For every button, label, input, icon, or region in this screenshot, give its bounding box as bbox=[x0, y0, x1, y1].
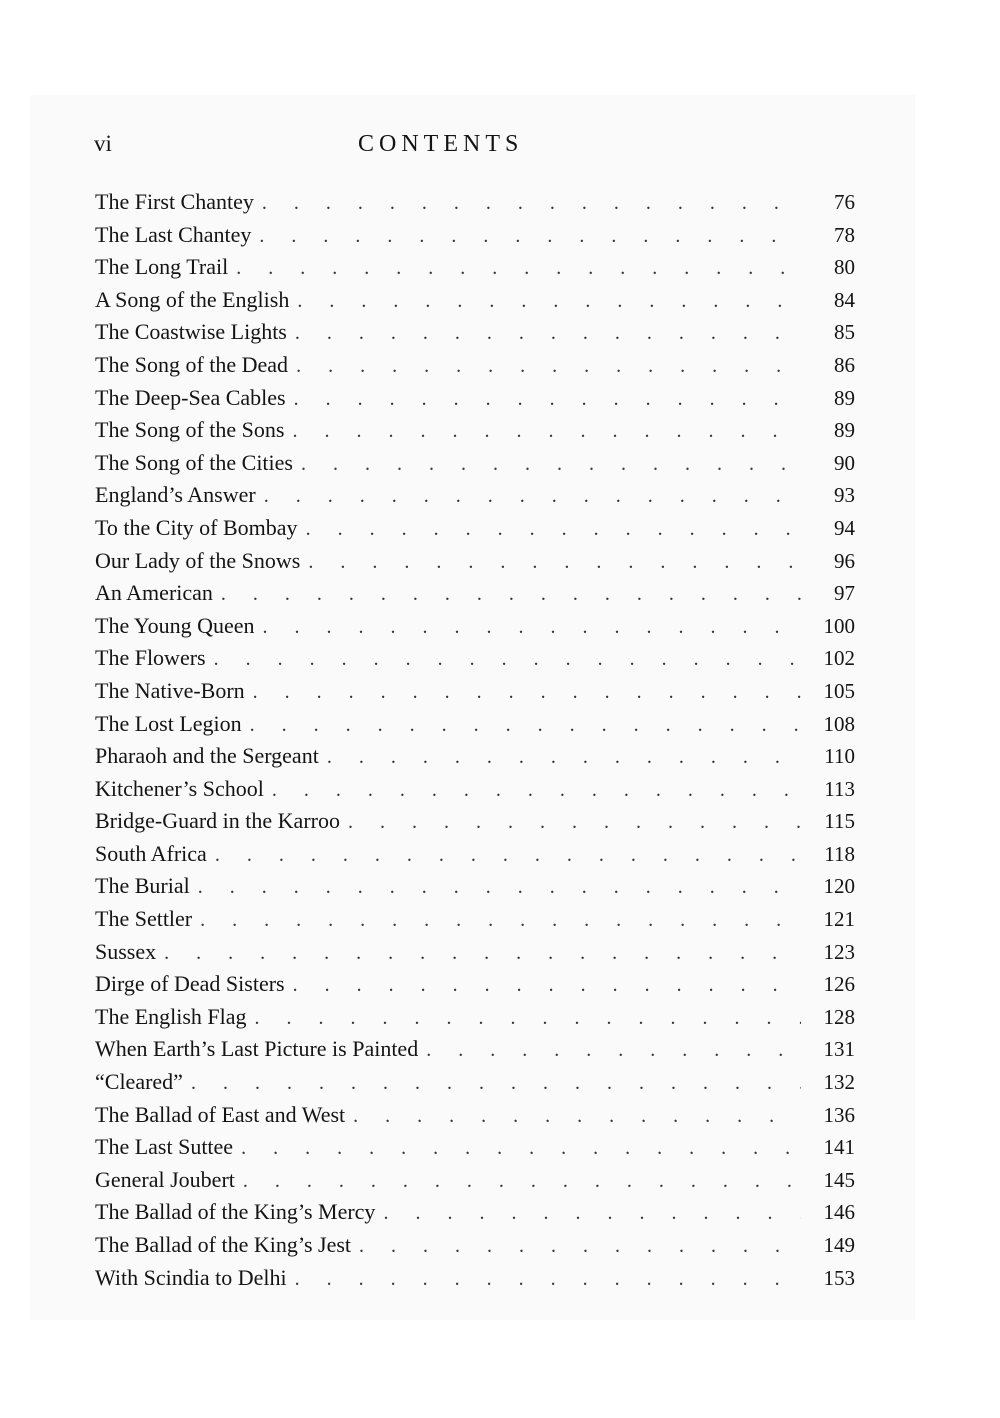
toc-entry bbox=[95, 1001, 855, 1034]
toc-entry-page: 149 bbox=[823, 1233, 855, 1257]
toc-entry-page: 136 bbox=[823, 1102, 855, 1127]
dot-leader bbox=[263, 611, 802, 644]
dot-leader bbox=[295, 317, 801, 350]
dot-leader bbox=[295, 1263, 801, 1296]
toc-entry bbox=[95, 642, 855, 675]
toc-entry-page: 120 bbox=[823, 874, 855, 899]
toc-entry-title: General Joubert bbox=[95, 1166, 235, 1192]
toc-entry-title: The Ballad of East and West bbox=[95, 1101, 346, 1127]
dot-leader bbox=[191, 1067, 801, 1100]
toc-entry-page: 78 bbox=[834, 222, 855, 247]
dot-leader bbox=[253, 676, 801, 709]
toc-entry bbox=[95, 870, 855, 903]
toc-entry bbox=[95, 284, 855, 317]
toc-entry-page: 85 bbox=[834, 320, 855, 345]
toc-entry bbox=[95, 251, 855, 284]
page-title: CONTENTS bbox=[358, 131, 524, 157]
toc-entry-title: The Last Chantey bbox=[95, 221, 252, 247]
toc-entry-title: South Africa bbox=[95, 840, 207, 866]
toc-entry-page: 131 bbox=[823, 1037, 855, 1062]
toc-entry-page: 121 bbox=[823, 907, 855, 932]
toc-entry-page: 76 bbox=[834, 190, 855, 214]
toc-entry-page: 80 bbox=[834, 255, 855, 280]
toc-entry bbox=[95, 805, 855, 838]
toc-entry-page: 94 bbox=[834, 515, 855, 540]
dot-leader bbox=[353, 1100, 801, 1133]
toc-entry bbox=[95, 186, 855, 219]
toc-entry-title: The Song of the Dead bbox=[95, 351, 289, 377]
dot-leader bbox=[301, 448, 801, 481]
toc-entry bbox=[95, 1164, 855, 1197]
toc-entry bbox=[95, 675, 855, 708]
toc-entry bbox=[95, 838, 855, 871]
dot-leader bbox=[296, 350, 801, 383]
toc-entry-page: 89 bbox=[834, 418, 855, 443]
toc-entry-title: Pharaoh and the Sergeant bbox=[95, 743, 319, 769]
toc-entry bbox=[95, 349, 855, 382]
toc-entry-title: Dirge of Dead Sisters bbox=[95, 971, 285, 997]
dot-leader bbox=[297, 285, 801, 318]
dot-leader bbox=[243, 1165, 801, 1198]
toc-entry bbox=[95, 1262, 855, 1295]
toc-entry-page: 89 bbox=[834, 385, 855, 410]
dot-leader bbox=[359, 1230, 801, 1263]
toc-entry bbox=[95, 1066, 855, 1099]
toc-entry bbox=[95, 577, 855, 610]
dot-leader bbox=[262, 187, 801, 220]
toc-entry-title: The Ballad of the King’s Mercy bbox=[95, 1199, 376, 1225]
toc-entry-title: The Song of the Sons bbox=[95, 417, 285, 443]
dot-leader bbox=[264, 480, 801, 513]
toc-entry-page: 110 bbox=[824, 744, 855, 769]
dot-leader bbox=[241, 1132, 801, 1165]
toc-entry-page: 93 bbox=[834, 483, 855, 508]
toc-entry bbox=[95, 1131, 855, 1164]
toc-entry bbox=[95, 740, 855, 773]
dot-leader bbox=[255, 1002, 801, 1035]
dot-leader bbox=[221, 578, 801, 611]
toc-entry bbox=[95, 903, 855, 936]
toc-entry bbox=[95, 545, 855, 578]
toc-entry-page: 145 bbox=[823, 1167, 855, 1192]
toc-entry-title: The Native-Born bbox=[95, 677, 245, 703]
dot-leader bbox=[272, 774, 801, 807]
toc-entry-page: 100 bbox=[823, 613, 855, 638]
toc-entry bbox=[95, 414, 855, 447]
toc-entry bbox=[95, 1099, 855, 1132]
dot-leader bbox=[200, 904, 801, 937]
dot-leader bbox=[294, 383, 801, 416]
dot-leader bbox=[215, 839, 801, 872]
toc-entry-page: 128 bbox=[823, 1004, 855, 1029]
dot-leader bbox=[292, 415, 801, 448]
toc-entry-title: Kitchener’s School bbox=[95, 775, 264, 801]
dot-leader bbox=[259, 220, 801, 253]
dot-leader bbox=[293, 969, 801, 1002]
toc-entry bbox=[95, 1033, 855, 1066]
toc-entry-page: 84 bbox=[834, 287, 855, 312]
toc-entry-title: The Lost Legion bbox=[95, 710, 242, 736]
dot-leader bbox=[426, 1034, 801, 1067]
toc-entry-page: 102 bbox=[823, 646, 855, 671]
toc-entry-title: With Scindia to Delhi bbox=[95, 1264, 287, 1290]
toc-entry bbox=[95, 512, 855, 545]
toc-entry bbox=[95, 1229, 855, 1262]
dot-leader bbox=[214, 643, 801, 676]
toc-entry-page: 86 bbox=[834, 352, 855, 377]
toc-entry-title: The Last Suttee bbox=[95, 1134, 234, 1160]
toc-entry-title: When Earth’s Last Picture is Painted bbox=[95, 1036, 419, 1062]
toc-entry-title: Our Lady of the Snows bbox=[95, 547, 301, 573]
toc-entry-title: The First Chantey bbox=[95, 189, 254, 214]
toc-entry-title: Sussex bbox=[95, 938, 157, 964]
page-number: vi bbox=[94, 131, 112, 156]
toc-entry-page: 141 bbox=[823, 1135, 855, 1160]
toc-entry bbox=[95, 1196, 855, 1229]
toc-entry-title: England’s Answer bbox=[95, 482, 256, 508]
toc-entry-title: The Young Queen bbox=[95, 612, 255, 638]
toc-entry-title: The English Flag bbox=[95, 1003, 247, 1029]
toc-entry-title: The Ballad of the King’s Jest bbox=[95, 1232, 352, 1257]
toc-entry bbox=[95, 773, 855, 806]
toc-entry-title: The Burial bbox=[95, 873, 190, 899]
toc-entry bbox=[95, 968, 855, 1001]
toc-entry-title: A Song of the English bbox=[95, 286, 290, 312]
toc-entry-title: Bridge-Guard in the Karroo bbox=[95, 808, 340, 834]
toc-entry-page: 113 bbox=[824, 776, 855, 801]
toc-entry-page: 115 bbox=[824, 809, 855, 834]
dot-leader bbox=[164, 937, 801, 970]
dot-leader bbox=[250, 709, 801, 742]
dot-leader bbox=[348, 806, 801, 839]
toc-entry bbox=[95, 610, 855, 643]
toc-entry-page: 126 bbox=[823, 972, 855, 997]
page-header bbox=[0, 124, 1000, 164]
toc-entry bbox=[95, 708, 855, 741]
toc-entry-page: 118 bbox=[824, 841, 855, 866]
dot-leader bbox=[198, 871, 801, 904]
toc-entry-page: 146 bbox=[823, 1200, 855, 1225]
toc-entry-page: 90 bbox=[834, 450, 855, 475]
toc-entry-page: 96 bbox=[834, 548, 855, 573]
dot-leader bbox=[236, 252, 801, 285]
toc-entry bbox=[95, 316, 855, 349]
dot-leader bbox=[383, 1197, 801, 1230]
toc-entry-title: The Song of the Cities bbox=[95, 449, 293, 475]
toc-entry-title: The Long Trail bbox=[95, 254, 229, 280]
toc-entry-title: The Settler bbox=[95, 906, 193, 932]
toc-entry-page: 108 bbox=[823, 711, 855, 736]
toc-entry-page: 97 bbox=[834, 581, 855, 606]
toc-entry bbox=[95, 936, 855, 969]
toc-entry bbox=[95, 219, 855, 252]
toc-entry-page: 153 bbox=[823, 1265, 855, 1290]
toc-entry-title: An American bbox=[95, 580, 213, 606]
toc-entry bbox=[95, 479, 855, 512]
toc-entry-title: The Deep-Sea Cables bbox=[95, 384, 286, 410]
toc-entry-page: 132 bbox=[823, 1070, 855, 1095]
dot-leader bbox=[327, 741, 801, 774]
toc-entry bbox=[95, 382, 855, 415]
toc-entry-page: 123 bbox=[823, 939, 855, 964]
dot-leader bbox=[306, 513, 801, 546]
toc-entry-title: The Flowers bbox=[95, 645, 206, 671]
toc-entry bbox=[95, 447, 855, 480]
toc-entry-title: “Cleared” bbox=[95, 1069, 183, 1095]
table-of-contents bbox=[95, 186, 855, 1294]
toc-entry-title: The Coastwise Lights bbox=[95, 319, 287, 345]
toc-entry-page: 105 bbox=[823, 678, 855, 703]
dot-leader bbox=[308, 546, 801, 579]
toc-entry-title: To the City of Bombay bbox=[95, 514, 298, 540]
